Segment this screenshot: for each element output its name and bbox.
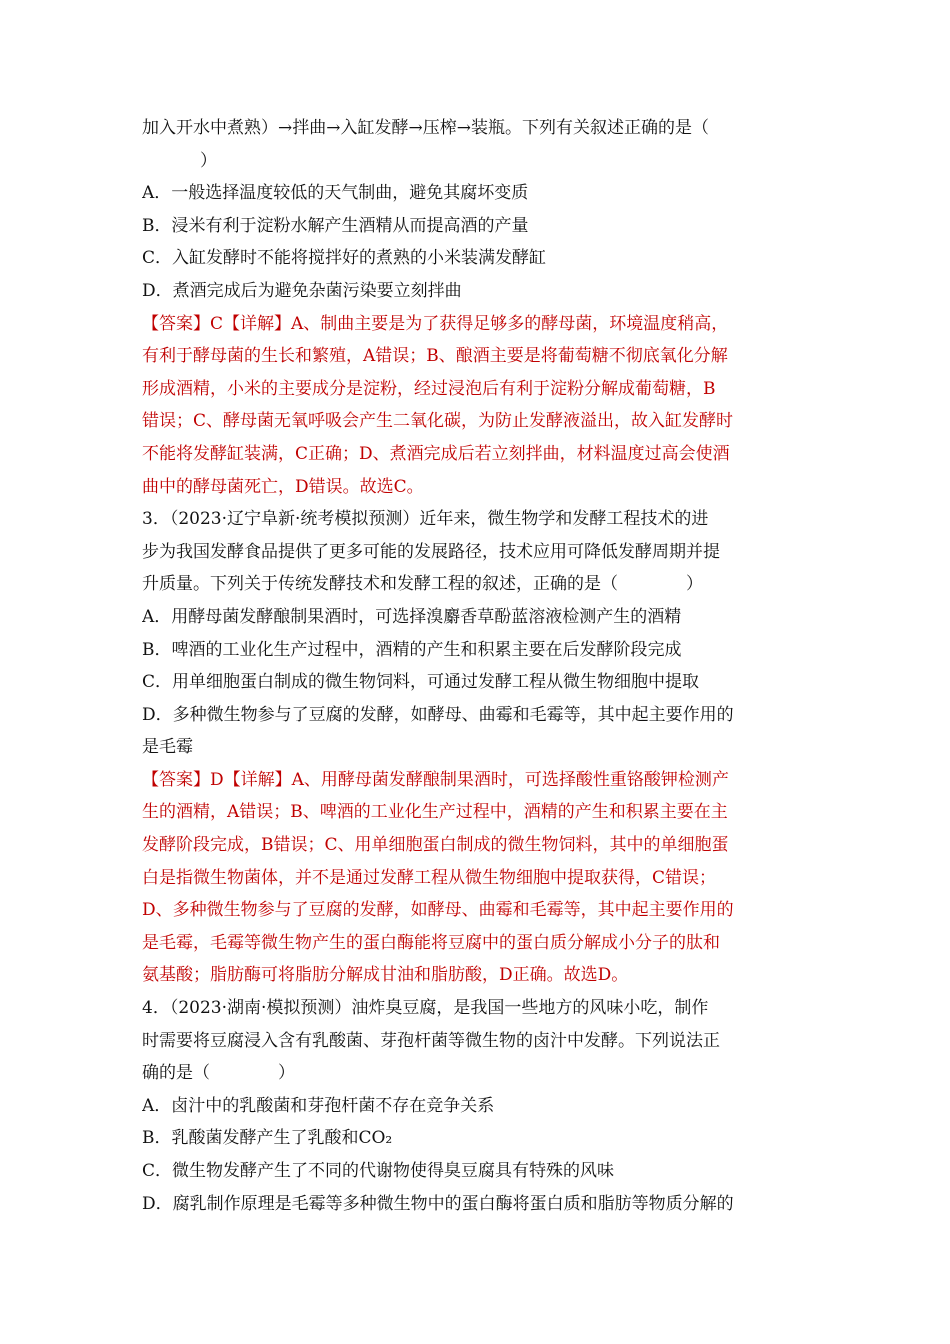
answer-line: 白是指微生物菌体，并不是通过发酵工程从微生物细胞中提取获得，C错误； xyxy=(142,867,717,888)
option-a: A．用酵母菌发酵酿制果酒时，可选择溴麝香草酚蓝溶液检测产生的酒精 xyxy=(142,606,682,627)
answer-line: 【答案】D【详解】A、用酵母菌发酵酿制果酒时，可选择酸性重铬酸钾检测产 xyxy=(142,769,729,790)
option-d: D．煮酒完成后为避免杂菌污染要立刻拌曲 xyxy=(142,280,462,301)
question-4 xyxy=(142,992,814,1220)
option-c: C．微生物发酵产生了不同的代谢物使得臭豆腐具有特殊的风味 xyxy=(142,1161,615,1181)
answer-line: 氨基酸；脂肪酶可将脂肪分解成甘油和脂肪酸，D正确。故选D。 xyxy=(142,965,629,986)
question-stem-line: ） xyxy=(200,150,217,171)
question-2 xyxy=(142,112,814,503)
question-stem-line: 升质量。下列关于传统发酵技术和发酵工程的叙述，正确的是（ ） xyxy=(142,574,703,595)
question-stem-line: 4．（2023·湖南·模拟预测）油炸臭豆腐，是我国一些地方的风味小吃，制作 xyxy=(142,998,709,1019)
answer-line: 曲中的酵母菌死亡，D错误。故选C。 xyxy=(142,476,424,497)
question-stem-line: 确的是（ ） xyxy=(142,1063,295,1084)
answer-line: 是毛霉，毛霉等微生物产生的蛋白酶能将豆腐中的蛋白质分解成小分子的肽和 xyxy=(142,932,720,953)
option-b: B．乳酸菌发酵产生了乳酸和CO₂ xyxy=(142,1128,393,1149)
answer-line: 发酵阶段完成，B错误；C、用单细胞蛋白制成的微生物饲料，其中的单细胞蛋 xyxy=(142,835,729,856)
option-b: B．啤酒的工业化生产过程中，酒精的产生和积累主要在后发酵阶段完成 xyxy=(142,639,682,660)
option-a: A．一般选择温度较低的天气制曲，避免其腐坏变质 xyxy=(142,183,529,204)
answer-explanation xyxy=(142,308,814,504)
answer-line: 【答案】C【详解】A、制曲主要是为了获得足够多的酵母菌，环境温度稍高， xyxy=(142,313,729,334)
question-3 xyxy=(142,503,814,992)
option-c: C．用单细胞蛋白制成的微生物饲料，可通过发酵工程从微生物细胞中提取 xyxy=(142,672,700,693)
document-page xyxy=(142,112,814,1220)
answer-line: 错误；C、酵母菌无氧呼吸会产生二氧化碳，为防止发酵液溢出，故入缸发酵时 xyxy=(142,411,734,432)
option-d: D．腐乳制作原理是毛霉等多种微生物中的蛋白酶将蛋白质和脂肪等物质分解的 xyxy=(142,1193,734,1214)
answer-line: 有利于酵母菌的生长和繁殖，A错误；B、酿酒主要是将葡萄糖不彻底氧化分解 xyxy=(142,346,728,367)
option-c: C．入缸发酵时不能将搅拌好的煮熟的小米装满发酵缸 xyxy=(142,248,547,269)
question-stem-line: 步为我国发酵食品提供了更多可能的发展路径，技术应用可降低发酵周期并提 xyxy=(142,541,720,562)
question-stem-line: 3．（2023·辽宁阜新·统考模拟预测）近年来，微生物学和发酵工程技术的进 xyxy=(142,509,709,530)
option-d-continued: 是毛霉 xyxy=(142,737,193,758)
question-stem-line: 时需要将豆腐浸入含有乳酸菌、芽孢杆菌等微生物的卤汁中发酵。下列说法正 xyxy=(142,1030,720,1051)
answer-line: 形成酒精，小米的主要成分是淀粉，经过浸泡后有利于淀粉分解成葡萄糖，B xyxy=(142,378,716,399)
answer-line: D、多种微生物参与了豆腐的发酵，如酵母、曲霉和毛霉等，其中起主要作用的 xyxy=(142,900,734,921)
question-stem-line: 加入开水中煮熟）→拌曲→入缸发酵→压榨→装瓶。下列有关叙述正确的是（ xyxy=(142,118,709,138)
answer-line: 不能将发酵缸装满，C正确；D、煮酒完成后若立刻拌曲，材料温度过高会使酒 xyxy=(142,443,730,464)
answer-explanation xyxy=(142,764,814,992)
option-d: D．多种微生物参与了豆腐的发酵，如酵母、曲霉和毛霉等，其中起主要作用的 xyxy=(142,704,734,725)
answer-line: 生的酒精，A错误；B、啤酒的工业化生产过程中，酒精的产生和积累主要在主 xyxy=(142,802,728,823)
option-b: B．浸米有利于淀粉水解产生酒精从而提高酒的产量 xyxy=(142,215,529,236)
option-a: A．卤汁中的乳酸菌和芽孢杆菌不存在竞争关系 xyxy=(142,1095,495,1116)
